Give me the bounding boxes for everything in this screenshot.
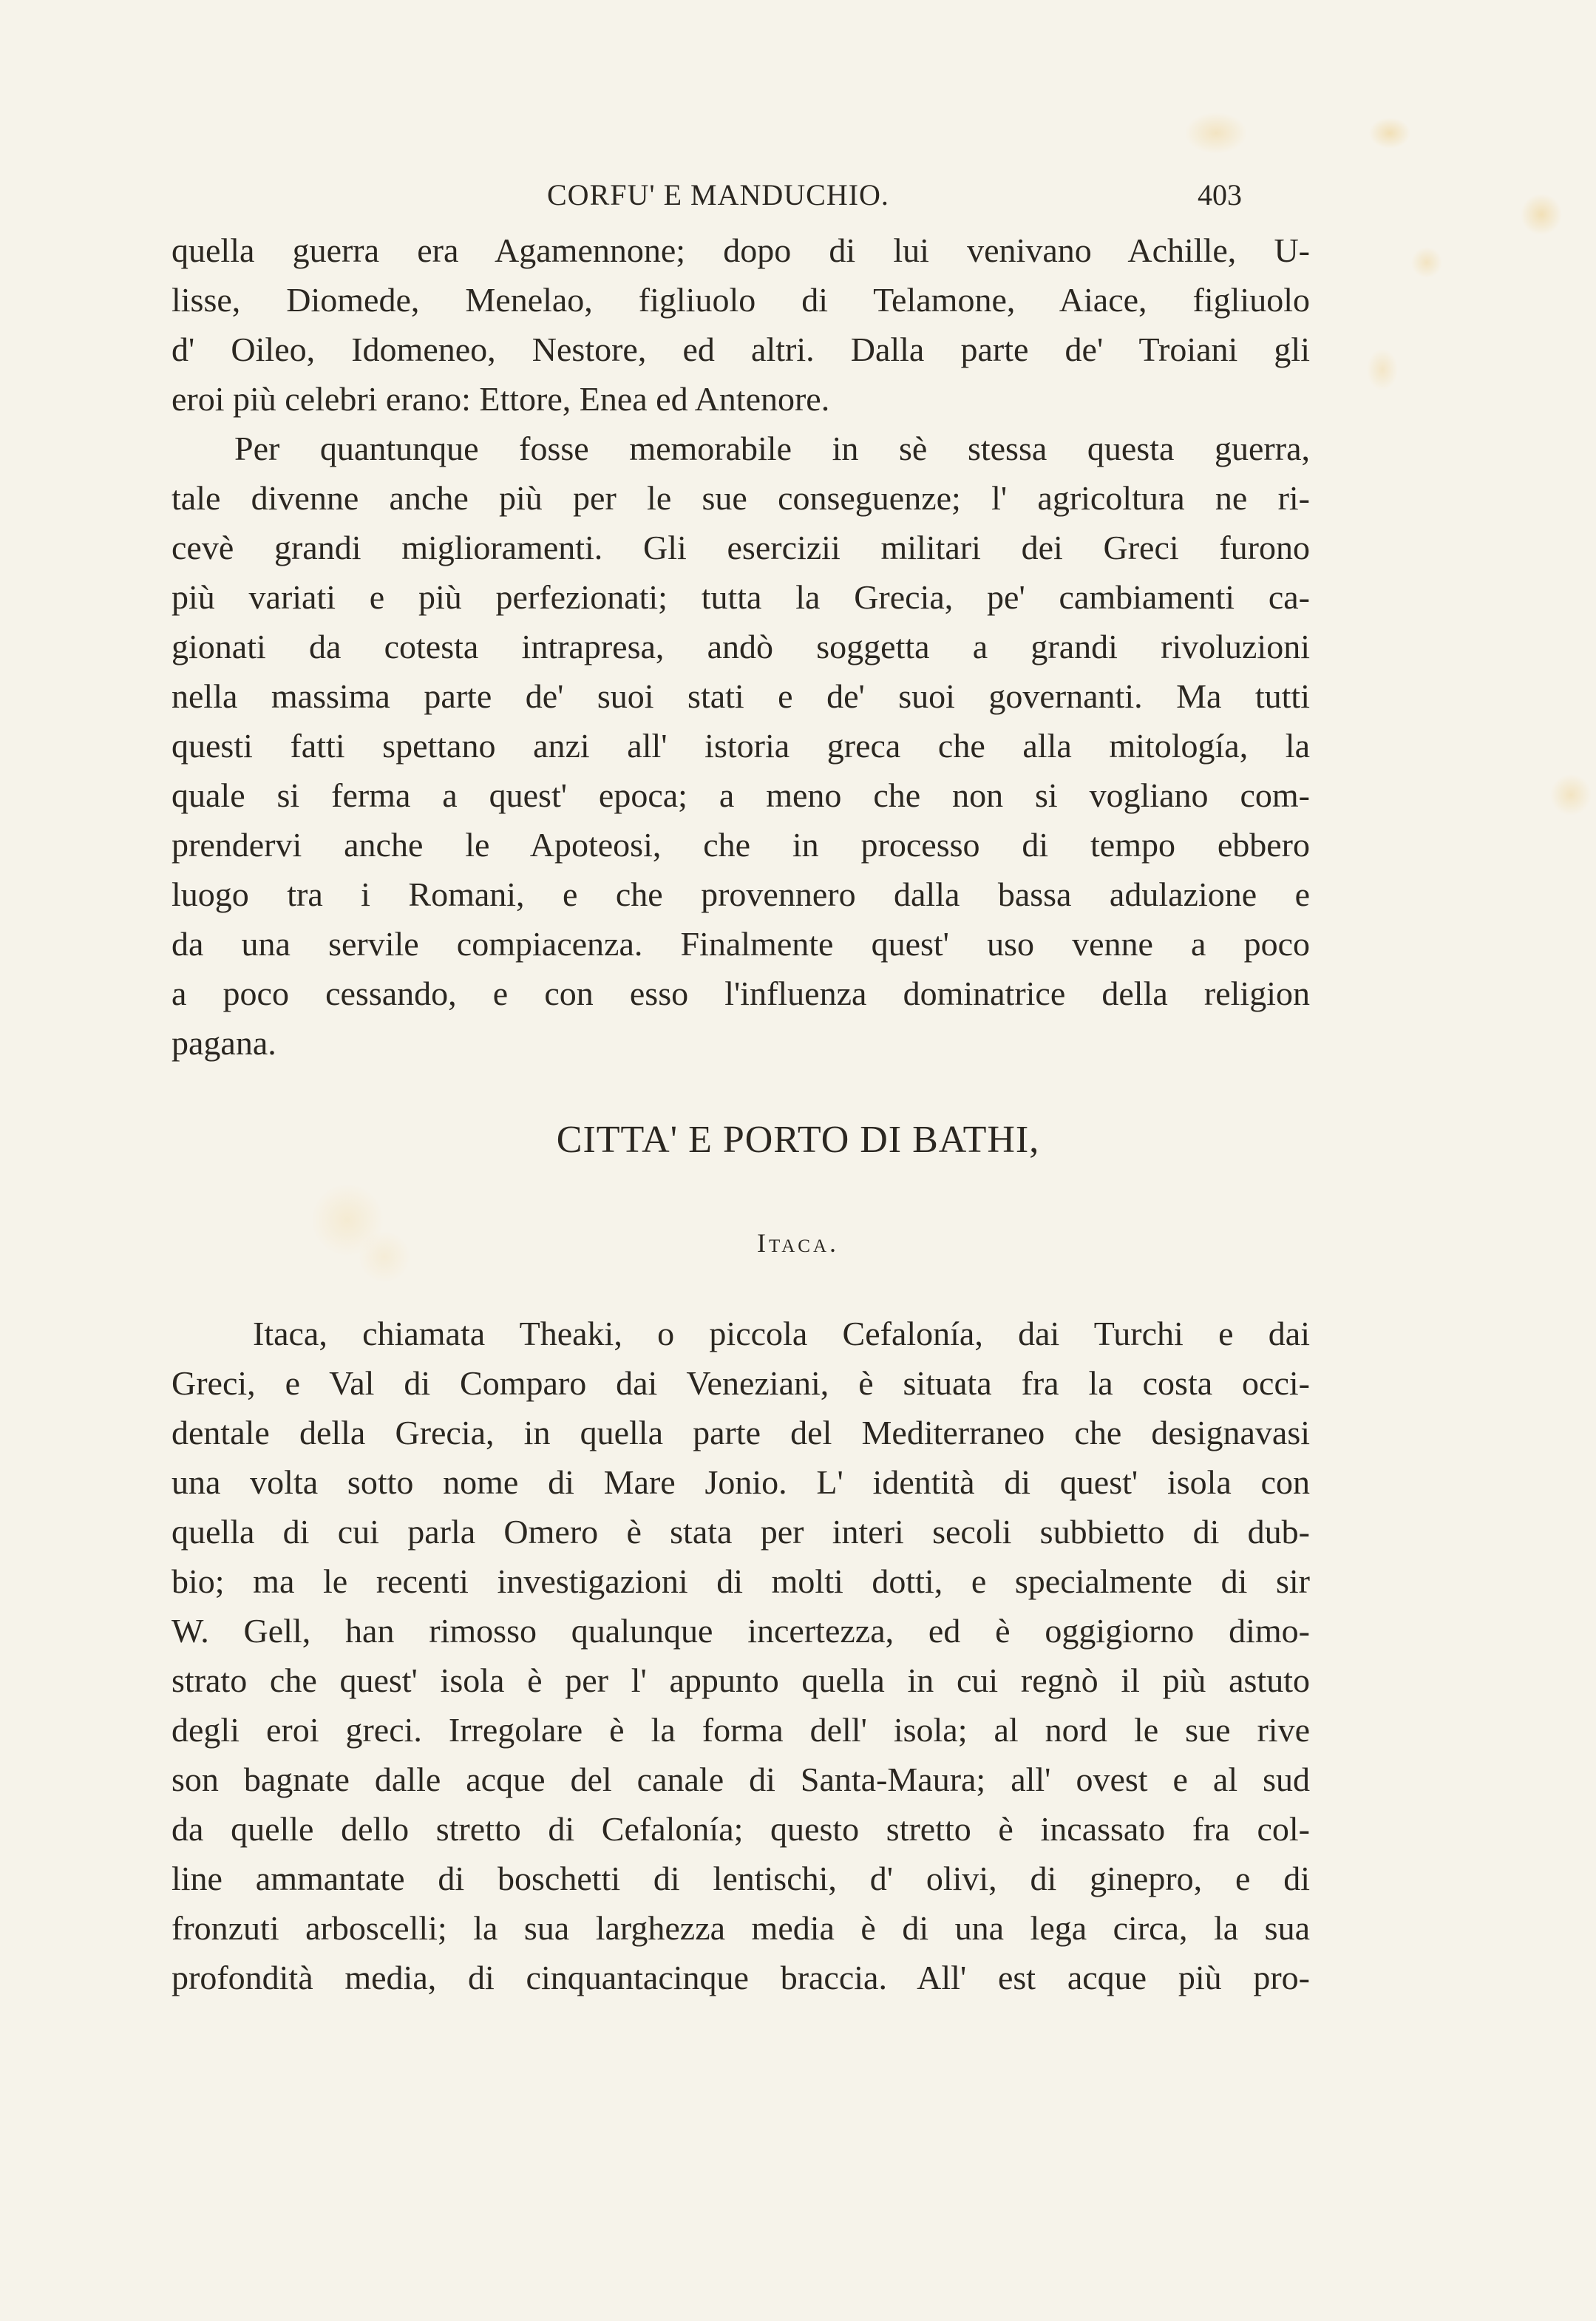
text-line: quella di cui parla Omero è stata per interi secoli subbietto di dub-: [172, 1513, 1310, 1551]
text-line: luogo tra i Romani, e che provennero dalla bassa adulazione e: [172, 875, 1310, 913]
text-line: strato che quest' isola è per l' appunto quella in cui regnò il più astuto: [172, 1661, 1310, 1699]
text-line: tale divenne anche più per le sue conseguenze; l' agricoltura ne ri-: [172, 479, 1310, 517]
running-title: CORFU' E MANDUCHIO.: [547, 178, 889, 211]
text-line: dentale della Grecia, in quella parte del Mediterraneo che designavasi: [172, 1414, 1310, 1451]
text-line: degli eroi greci. Irregolare è la forma dell' isola; al nord le sue rive: [172, 1711, 1310, 1749]
text-line: bio; ma le recenti investigazioni di molti dotti, e specialmente di sir: [172, 1562, 1310, 1600]
section-title: CITTA' E PORTO DI BATHI,: [556, 1119, 1040, 1161]
section-subtitle: Itaca.: [756, 1228, 840, 1258]
text-line: quale si ferma a quest' epoca; a meno che non si vogliano com-: [172, 776, 1310, 814]
text-line: nella massima parte de' suoi stati e de' suoi governanti. Ma tutti: [172, 677, 1310, 715]
text-line: W. Gell, han rimosso qualunque incertezza, ed è oggigiorno dimo-: [172, 1612, 1310, 1650]
text-line: lisse, Diomede, Menelao, figliuolo di Telamone, Aiace, figliuolo: [172, 281, 1310, 319]
body-text-bottom: [172, 1309, 1310, 2002]
text-line: quella guerra era Agamennone; dopo di lui venivano Achille, U-: [172, 231, 1310, 269]
page-number: 403: [1198, 178, 1242, 211]
text-line: line ammantate di boschetti di lentischi, d' olivi, di ginepro, e di: [172, 1860, 1310, 1897]
text-line: da una servile compiacenza. Finalmente quest' uso venne a poco: [172, 925, 1310, 963]
text-line: a poco cessando, e con esso l'influenza dominatrice della religion: [172, 975, 1310, 1012]
text-line: pagana.: [172, 1024, 276, 1062]
text-line: più variati e più perfezionati; tutta la Grecia, pe' cambiamenti ca-: [172, 578, 1310, 616]
text-line: fronzuti arboscelli; la sua larghezza media è di una lega circa, la sua: [172, 1909, 1310, 1947]
text-line: profondità media, di cinquantacinque braccia. All' est acque più pro-: [172, 1959, 1310, 1996]
text-line: prendervi anche le Apoteosi, che in processo di tempo ebbero: [172, 826, 1310, 864]
text-line: da quelle dello stretto di Cefalonía; questo stretto è incassato fra col-: [172, 1810, 1310, 1848]
text-line: cevè grandi miglioramenti. Gli esercizii militari dei Greci furono: [172, 529, 1310, 566]
text-line: Per quantunque fosse memorabile in sè stessa questa guerra,: [234, 430, 1310, 467]
text-line: eroi più celebri erano: Ettore, Enea ed Antenore.: [172, 380, 830, 418]
text-line: questi fatti spettano anzi all' istoria greca che alla mitología, la: [172, 727, 1310, 765]
text-line: d' Oileo, Idomeneo, Nestore, ed altri. Dalla parte de' Troiani gli: [172, 331, 1310, 368]
body-text-top: [172, 226, 1310, 1068]
text-line: Itaca, chiamata Theaki, o piccola Cefalonía, dai Turchi e dai: [253, 1315, 1310, 1352]
text-line: una volta sotto nome di Mare Jonio. L' identità di quest' isola con: [172, 1463, 1310, 1501]
text-line: gionati da cotesta intrapresa, andò soggetta a grandi rivoluzioni: [172, 628, 1310, 665]
text-line: Greci, e Val di Comparo dai Veneziani, è situata fra la costa occi-: [172, 1364, 1310, 1402]
text-line: son bagnate dalle acque del canale di Santa-Maura; all' ovest e al sud: [172, 1761, 1310, 1798]
